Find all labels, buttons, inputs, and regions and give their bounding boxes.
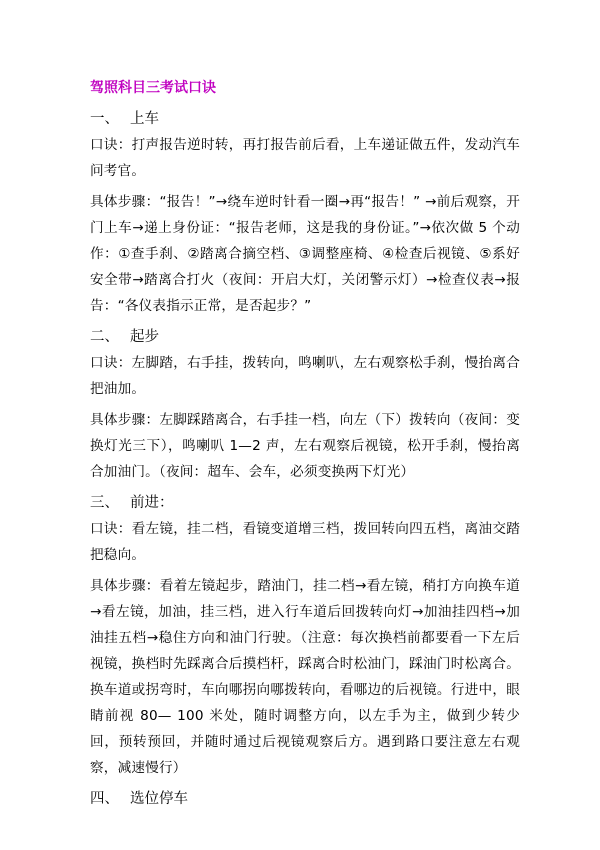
section-number-2: 二、 <box>90 329 119 345</box>
section-2-steps: 具体步骤：左脚踩踏离合，右手挂一档，向左（下）拨转向（夜间：变换灯光三下），鸣喇叭 1—2 声，左右观察后视镜，松开手刹，慢抬离合加油门。（夜间：超车、会车，必须变换两下灯光） <box>90 412 520 480</box>
section-1-mnemonic: 口诀：打声报告逆时转，再打报告前后看，上车递证做五件，发动汽车问考官。 <box>90 137 520 179</box>
section-3-steps: 具体步骤：看着左镜起步，踏油门，挂二档→看左镜，稍打方向换车道→看左镜，加油，挂三档，进入行车道后回拨转向灯→加油挂四档→加油挂五档→稳住方向和油门行驶。（注意：每次换档前都要看一下左后视镜，换档时先踩离合后摸档杆，踩离合时松油门，踩油门时松离合。换车道或拐弯时，车向哪拐向哪拨转向，看哪边的后视镜。行进中，眼睛前视 80— 100 米处，随时调整方向，以左手为主，做到少转少回，预转预回，并随时通过后视镜观察后方。遇到路口要注意左右观察，减速慢行） <box>90 578 520 776</box>
section-number-1: 一、 <box>90 111 119 127</box>
section-title-4: 选位停车 <box>130 791 188 807</box>
document-title: 驾照科目三考试口诀 <box>90 80 216 96</box>
document-page <box>90 76 520 812</box>
section-heading-4 <box>90 786 520 812</box>
section-title-3: 前进： <box>130 495 174 511</box>
section-number-4: 四、 <box>90 791 119 807</box>
section-3-mnemonic: 口诀：看左镜，挂二档，看镜变道增三档，拨回转向四五档，离油交踏把稳向。 <box>90 521 520 563</box>
section-title-2: 起步 <box>130 329 159 345</box>
section-heading-1 <box>90 106 520 132</box>
section-2-mnemonic: 口诀：左脚踏，右手挂，拨转向，鸣喇叭，左右观察松手刹，慢抬离合把油加。 <box>90 355 520 397</box>
section-heading-3 <box>90 490 520 516</box>
section-1-steps: 具体步骤：“报告！”→绕车逆时针看一圈→再“报告！” →前后观察，开门上车→递上身份证：“报告老师，这是我的身份证。”→依次做 5 个动作：①查手刹、②踏离合摘空档、③调整座椅、④检查后视镜、⑤系好安全带→踏离合打火（夜间：开启大灯，关闭警示灯）→检查仪表→报告：“各仪表指示正常，是否起步？” <box>90 194 520 314</box>
section-number-3: 三、 <box>90 495 119 511</box>
section-title-1: 上车 <box>130 111 159 127</box>
section-heading-2 <box>90 324 520 350</box>
